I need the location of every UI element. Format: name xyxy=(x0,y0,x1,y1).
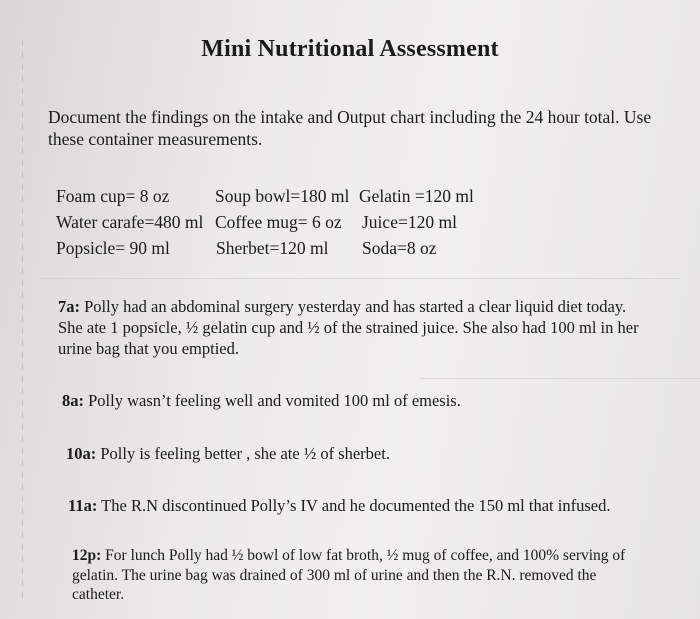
entry-line: 7a: Polly had an abdominal surgery yesterday and has started a clear liquid diet today. xyxy=(58,297,627,316)
measurement-soda: Soda=8 oz xyxy=(362,238,437,258)
page-edge-mark xyxy=(22,40,23,600)
instructions-paragraph xyxy=(48,106,651,150)
instructions-line: Document the findings on the intake and Output chart including the 24 hour total. Use xyxy=(48,107,652,127)
entry-time: 8a: xyxy=(62,391,84,410)
page-title: Mini Nutritional Assessment xyxy=(201,36,499,62)
measurement-sherbet: Sherbet=120 ml xyxy=(216,238,329,258)
entry-time: 11a: xyxy=(68,496,98,515)
entry-10a xyxy=(66,443,390,464)
measurement-soup-bowl: Soup bowl=180 ml xyxy=(215,186,350,206)
entry-time: 12p: xyxy=(72,547,102,564)
measurement-water-carafe: Water carafe=480 ml xyxy=(56,212,204,232)
entry-line: gelatin. The urine bag was drained of 300 ml of urine and then the R.N. removed the xyxy=(72,566,597,584)
entry-line: 11a: The R.N discontinued Polly’s IV and he documented the 150 ml that infused. xyxy=(68,496,611,515)
measurement-foam-cup: Foam cup= 8 oz xyxy=(56,186,170,206)
divider xyxy=(420,378,700,379)
measurement-coffee-mug: Coffee mug= 6 oz xyxy=(215,212,342,232)
measurement-juice: Juice=120 ml xyxy=(362,212,457,232)
entry-time: 7a: xyxy=(58,297,80,316)
entry-line: urine bag that you emptied. xyxy=(58,339,239,358)
entry-time: 10a: xyxy=(66,444,97,463)
entry-line: 10a: Polly is feeling better , she ate ½ of sherbet. xyxy=(66,444,390,463)
entry-line: 8a: Polly wasn’t feeling well and vomited 100 ml of emesis. xyxy=(62,391,461,410)
entry-11a xyxy=(68,495,610,516)
entry-line: catheter. xyxy=(72,586,125,603)
entry-line: 12p: For lunch Polly had ½ bowl of low fat broth, ½ mug of coffee, and 100% serving of xyxy=(72,547,626,564)
measurement-gelatin: Gelatin =120 ml xyxy=(359,186,474,206)
entry-12p xyxy=(72,546,625,605)
divider xyxy=(40,278,680,279)
entry-7a xyxy=(58,296,639,359)
measurement-popsicle: Popsicle= 90 ml xyxy=(56,238,170,258)
entry-line: She ate 1 popsicle, ½ gelatin cup and ½ of the strained juice. She also had 100 ml in her xyxy=(58,318,639,337)
entry-8a xyxy=(62,390,461,411)
instructions-line: these container measurements. xyxy=(48,129,263,149)
